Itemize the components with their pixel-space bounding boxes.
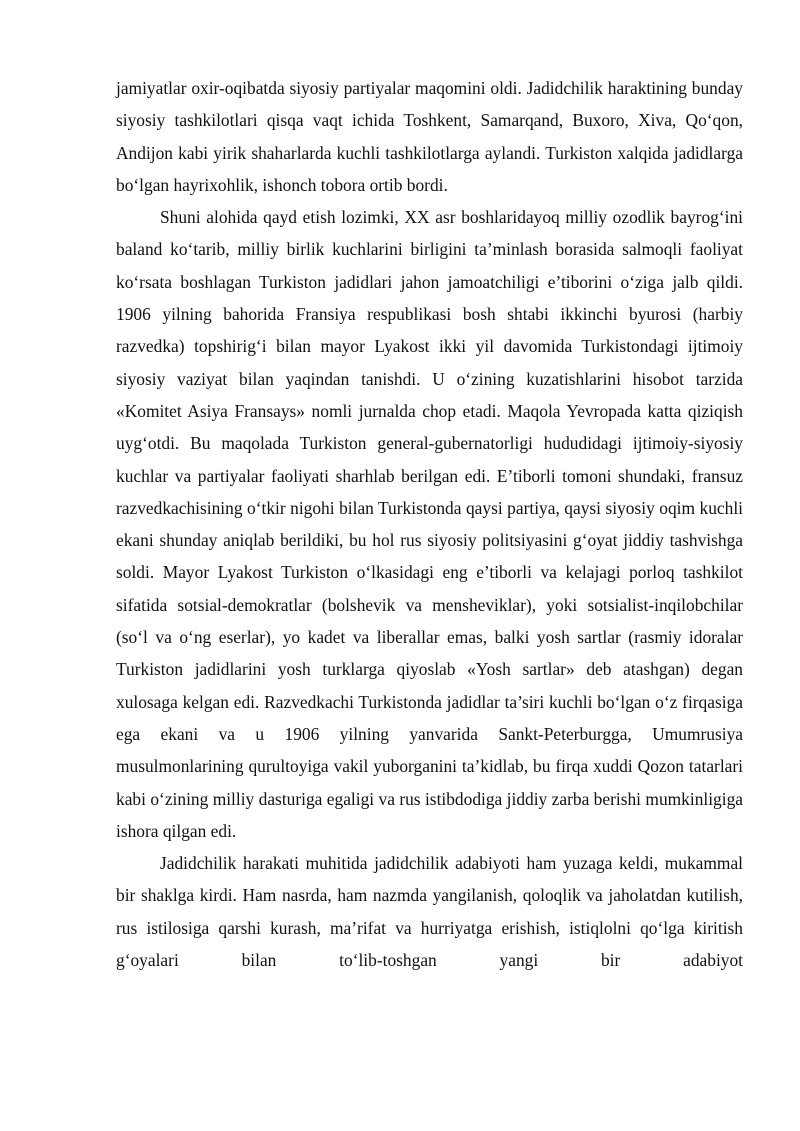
paragraph-2: Shuni alohida qayd etish lozimki, XX asr boshlaridayoq milliy ozodlik bayrog‘ini baland ko‘tarib, milliy birlik kuchlarini birligini ta’minlash borasida salmoqli faoliyat ko‘rsata boshlagan Turkiston jadidlari jahon jamoatchiligi e’tiborini o‘ziga jalb qildi. 1906 yilning bahorida Fransiya respublikasi bosh shtabi ikkinchi byurosi (harbiy razvedka) topshirig‘i bilan mayor Lyakost ikki yil davomida Turkistondagi ijtimoiy siyosiy vaziyat bilan yaqindan tanishdi. U o‘zining kuzatishlarini hisobot tarzida «Komitet Asiya Fransays» nomli jurnalda chop etadi. Maqola Yevropada katta qiziqish uyg‘otdi. Bu maqolada Turkiston general-gubernatorligi hududidagi ijtimoiy-siyosiy kuchlar va partiyalar faoliyati sharhlab berilgan edi. E’tiborli tomoni shundaki, fransuz razvedkachisining o‘tkir nigohi bilan Turkistonda qaysi partiya, qaysi siyosiy oqim kuchli ekani shunday aniqlab berildiki, bu hol rus siyosiy politsiyasini g‘oyat jiddiy tashvishga soldi. Mayor Lyakost Turkiston o‘lkasidagi eng e’tiborli va kelajagi porloq tashkilot sifatida sotsial-demokratlar (bolshevik va mensheviklar), yoki sotsialist-inqilobchilar (so‘l va o‘ng eserlar), yo kadet va liberallar emas, balki yosh sartlar (rasmiy idoralar Turkiston jadidlarini yosh turklarga qiyoslab «Yosh sartlar» deb atashgan) degan xulosaga kelgan edi. Razvedkachi Turkistonda jadidlar ta’siri kuchli bo‘lgan o‘z firqasiga ega ekani va u 1906 yilning yanvarida Sankt-Peterburgga, Umumrusiya musulmonlarining qurultoyiga vakil yuborganini ta’kidlab, bu firqa xuddi Qozon tatarlari kabi o‘zining milliy dasturiga egaligi va rus istibdodiga jiddiy zarba berishi mumkinligiga ishora qilgan edi. [116, 207, 743, 841]
paragraph-1: jamiyatlar oxir-oqibatda siyosiy partiyalar maqomini oldi. Jadidchilik haraktining bunday siyosiy tashkilotlari qisqa vaqt ichida Toshkent, Samarqand, Buxoro, Xiva, Qo‘qon, Andijon kabi yirik shaharlarda kuchli tashkilotlarga aylandi. Turkiston xalqida jadidlarga bo‘lgan hayrixohlik, ishonch tobora ortib bordi. [116, 78, 743, 195]
paragraph-3: Jadidchilik harakati muhitida jadidchilik adabiyoti ham yuzaga keldi, mukammal bir shaklga kirdi. Ham nasrda, ham nazmda yangilanish, qoloqlik va jaholatdan kutilish, rus istilosiga qarshi kurash, ma’rifat va hurriyatga erishish, istiqlolni qo‘lga kiritish g‘oyalari bilan to‘lib-toshgan yangi bir adabiyot [116, 853, 743, 971]
document-page [116, 72, 743, 976]
